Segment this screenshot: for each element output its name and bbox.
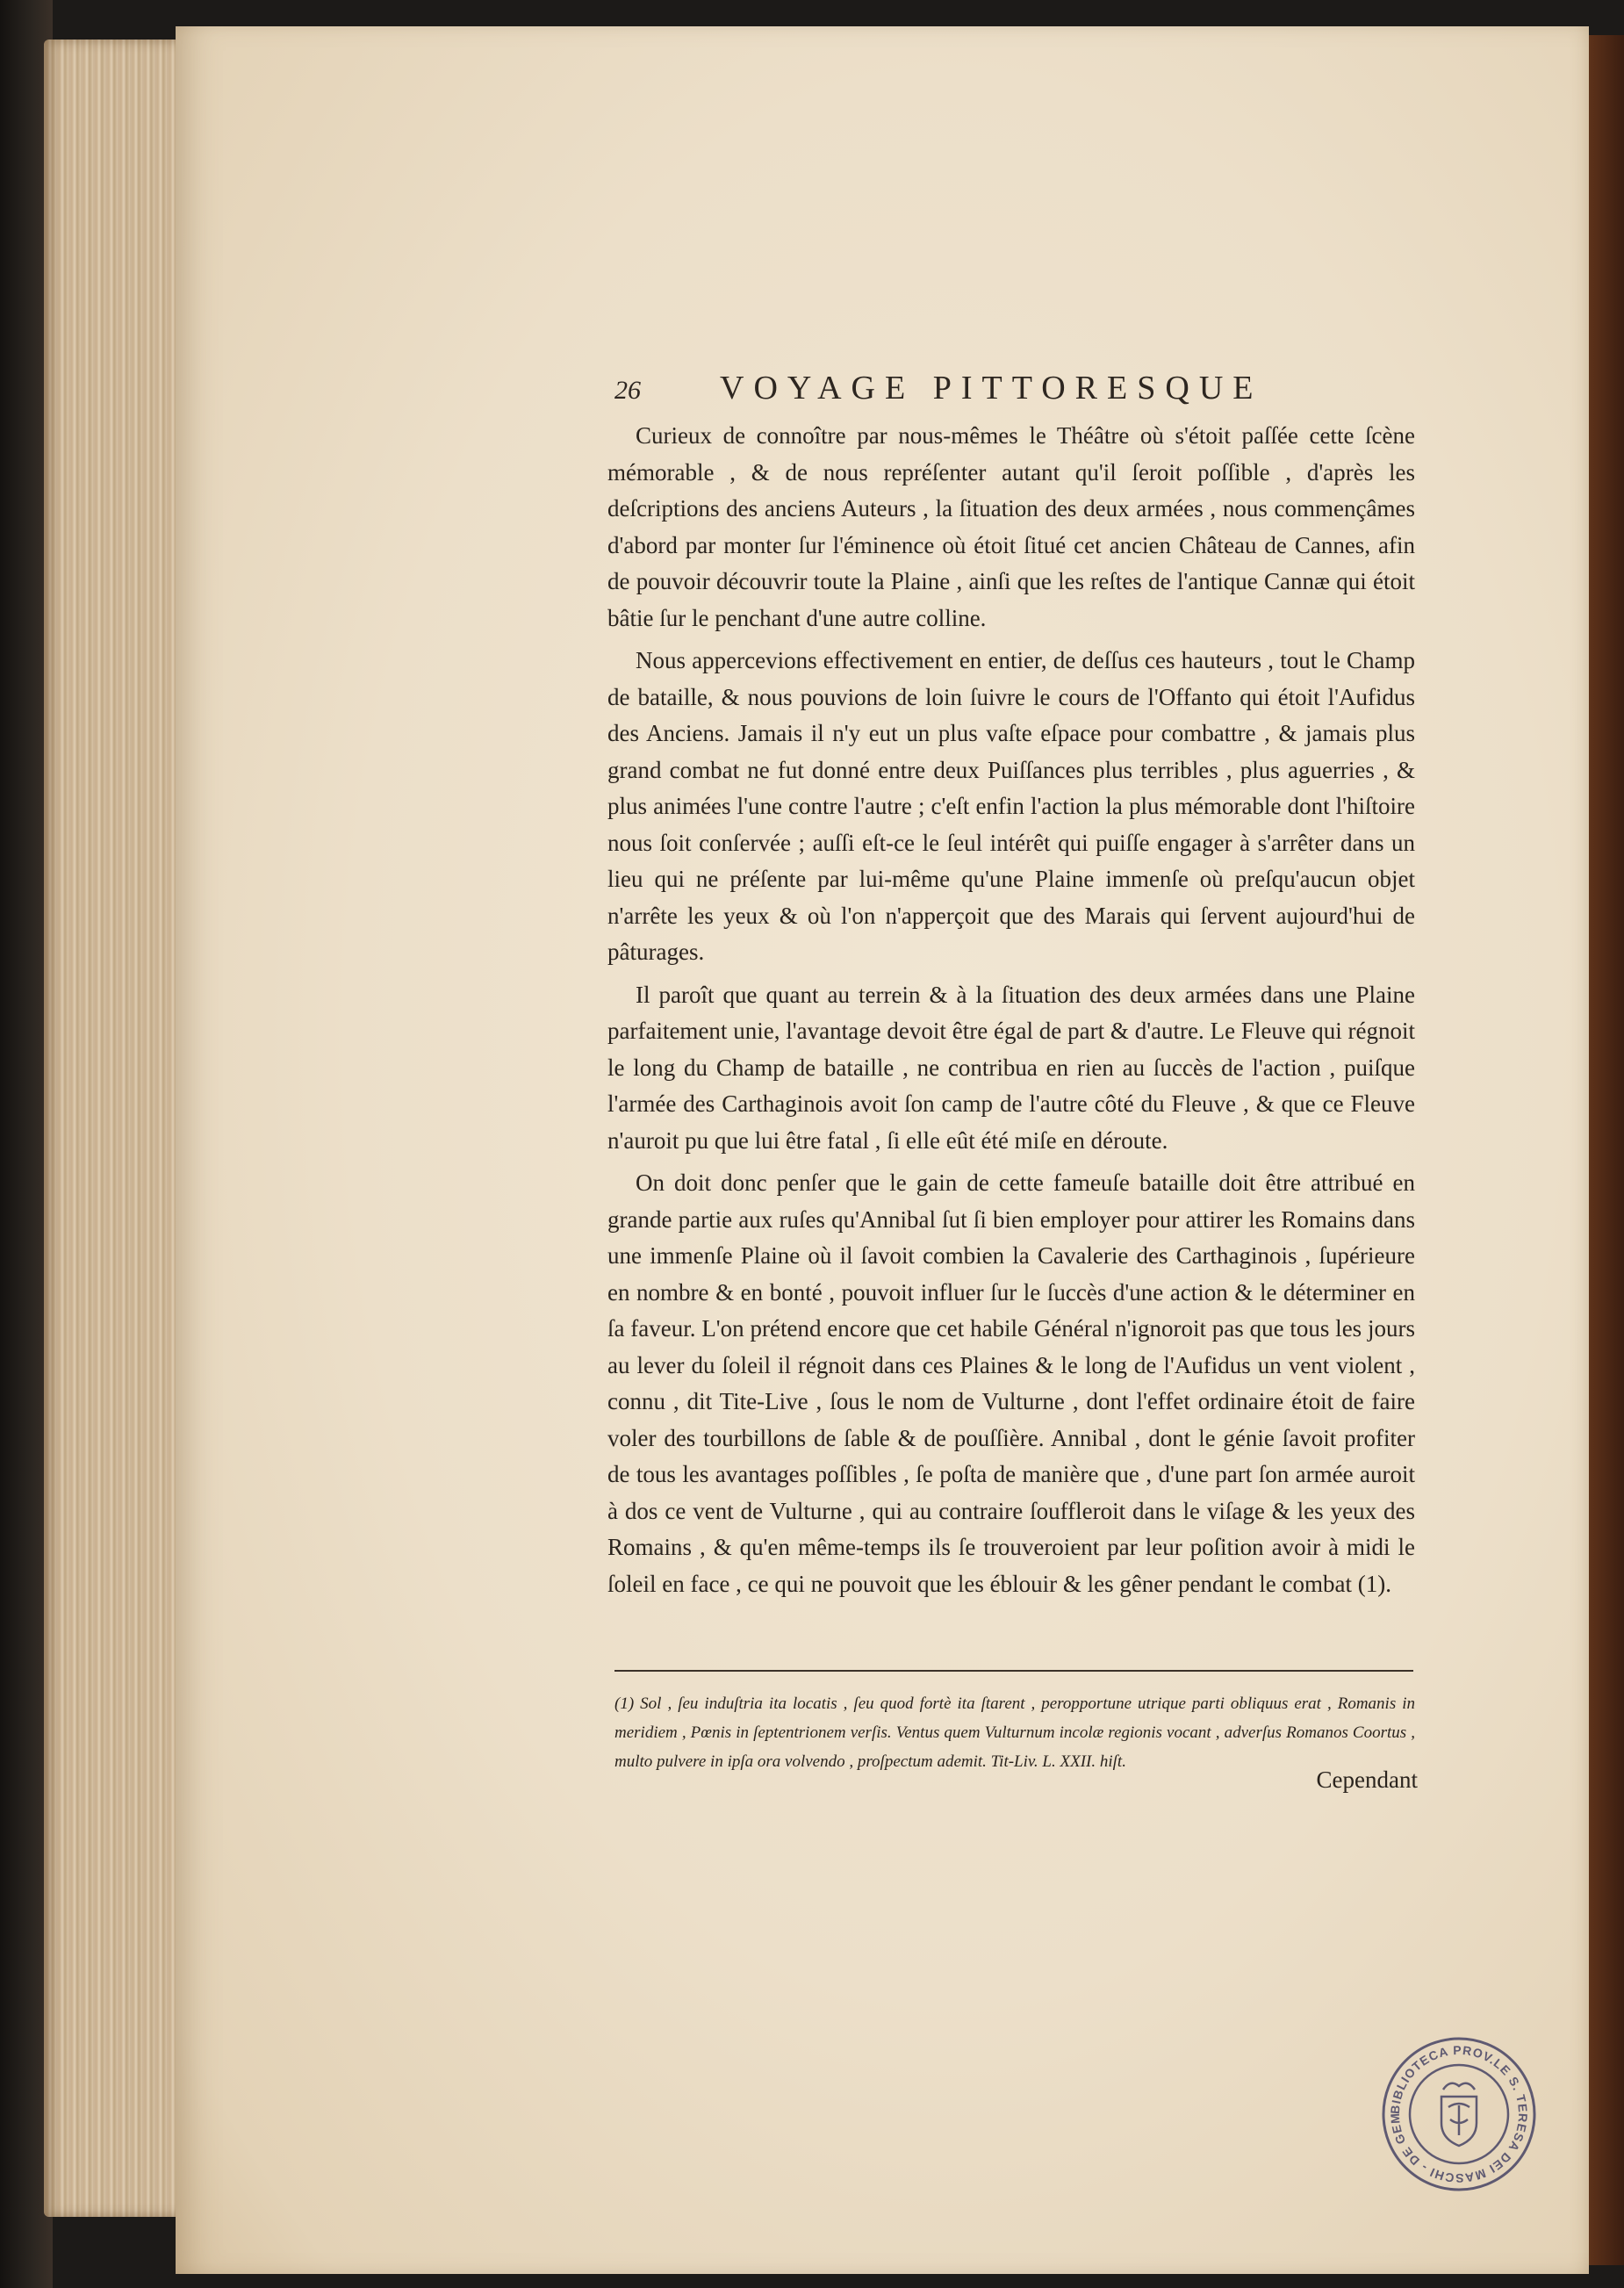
library-stamp bbox=[1380, 2035, 1538, 2193]
stamp-text: BIBLIOTECA PROV.LE S. TERESA DEI MASCHI - DE GEM bbox=[1387, 2042, 1531, 2186]
page-number: 26 bbox=[614, 376, 641, 405]
paragraph: Curieux de connoître par nous-mêmes le Théâtre où s'étoit paſſée cette ſcène mémorable , & de nous repréſenter autant qu'il ſeroit poſſible , d'après les deſcriptions des anciens Auteurs , la ſituation des deux armées , nous commençâmes d'abord par monter ſur l'éminence où étoit ſitué cet ancien Château de Cannes, afin de pouvoir découvrir toute la Plaine , ainſi que les reſtes de l'antique Cannæ qui étoit bâtie ſur le penchant d'une autre colline. bbox=[607, 422, 1415, 631]
paragraph: On doit donc penſer que le gain de cette fameuſe bataille doit être attribué en grande partie aux ruſes qu'Annibal ſut ſi bien employer pour attirer les Romains dans une immenſe Plaine où il ſavoit combien la Cavalerie des Carthaginois , ſupérieure en nombre & en bonté , pouvoit influer ſur le ſuccès d'une action & le déterminer en ſa faveur. L'on prétend encore que cet habile Général n'ignoroit pas que tous les jours au lever du ſoleil il régnoit dans ces Plaines & le long de l'Aufidus un vent violent , connu , dit Tite-Live , ſous le nom de Vulturne , dont l'effet ordinaire étoit de faire voler des tourbillons de ſable & de pouſſière. Annibal , dont le génie ſavoit profiter de tous les avantages poſſibles , ſe poſta de manière que , d'une part ſon armée auroit à dos ce vent de Vulturne , qui au contraire ſouffleroit dans le viſage & les yeux des Romains , & qu'en même-temps ils ſe trouveroient par leur poſition avoir à midi le ſoleil en face , ce qui ne pouvoit que les éblouir & les gêner pendant le combat (1). bbox=[607, 1169, 1415, 1597]
running-title: VOYAGE PITTORESQUE bbox=[720, 370, 1263, 407]
paragraph: Nous appercevions effectivement en entier, de deſſus ces hauteurs , tout le Champ de bataille, & nous pouvions de loin ſuivre le cours de l'Offanto qui étoit l'Aufidus des Anciens. Jamais il n'y eut un plus vaſte eſpace pour combattre , & jamais plus grand combat ne fut donné entre deux Puiſſances plus terribles , plus aguerries , & plus animées l'une contre l'autre ; c'eſt enfin l'action la plus mémorable dont l'hiſtoire nous ſoit conſervée ; auſſi eſt-ce le ſeul intérêt qui puiſſe engager à s'arrêter dans un lieu qui ne préſente par lui-même qu'une Plaine immenſe où preſqu'aucun objet n'arrête les yeux & où l'on n'apperçoit que des Marais qui ſervent aujourd'hui de pâturages. bbox=[607, 647, 1415, 965]
footnote-rule bbox=[614, 1670, 1413, 1672]
footnote: (1) Sol , ſeu induſtria ita locatis , ſeu quod fortè ita ſtarent , peropportune utrique parti obliquus erat , Romanis in meridiem , Pœnis in ſeptentrionem verſis. Ventus quem Vulturnum incolæ regionis vocant , adverſus Romanos Coortus , multo pulvere in ipſa ora volvendo , proſpectum ademit. Tit-Liv. L. XXII. hiſt. bbox=[614, 1694, 1415, 1771]
page-edges bbox=[44, 40, 184, 2217]
coat-of-arms-icon bbox=[1441, 2083, 1477, 2146]
paragraph: Il paroît que quant au terrein & à la ſituation des deux armées dans une Plaine parfaitement unie, l'avantage devoit être égal de part & d'autre. Le Fleuve qui régnoit le long du Champ de bataille , ne contribua en rien au ſuccès de l'action , puiſque l'armée des Carthaginois avoit ſon camp de l'autre côté du Fleuve , & que ce Fleuve n'auroit pu que lui être fatal , ſi elle eût été miſe en déroute. bbox=[607, 981, 1415, 1154]
body-text bbox=[607, 418, 1415, 1608]
running-header bbox=[614, 369, 1299, 421]
catchword: Cependant bbox=[1316, 1766, 1418, 1793]
